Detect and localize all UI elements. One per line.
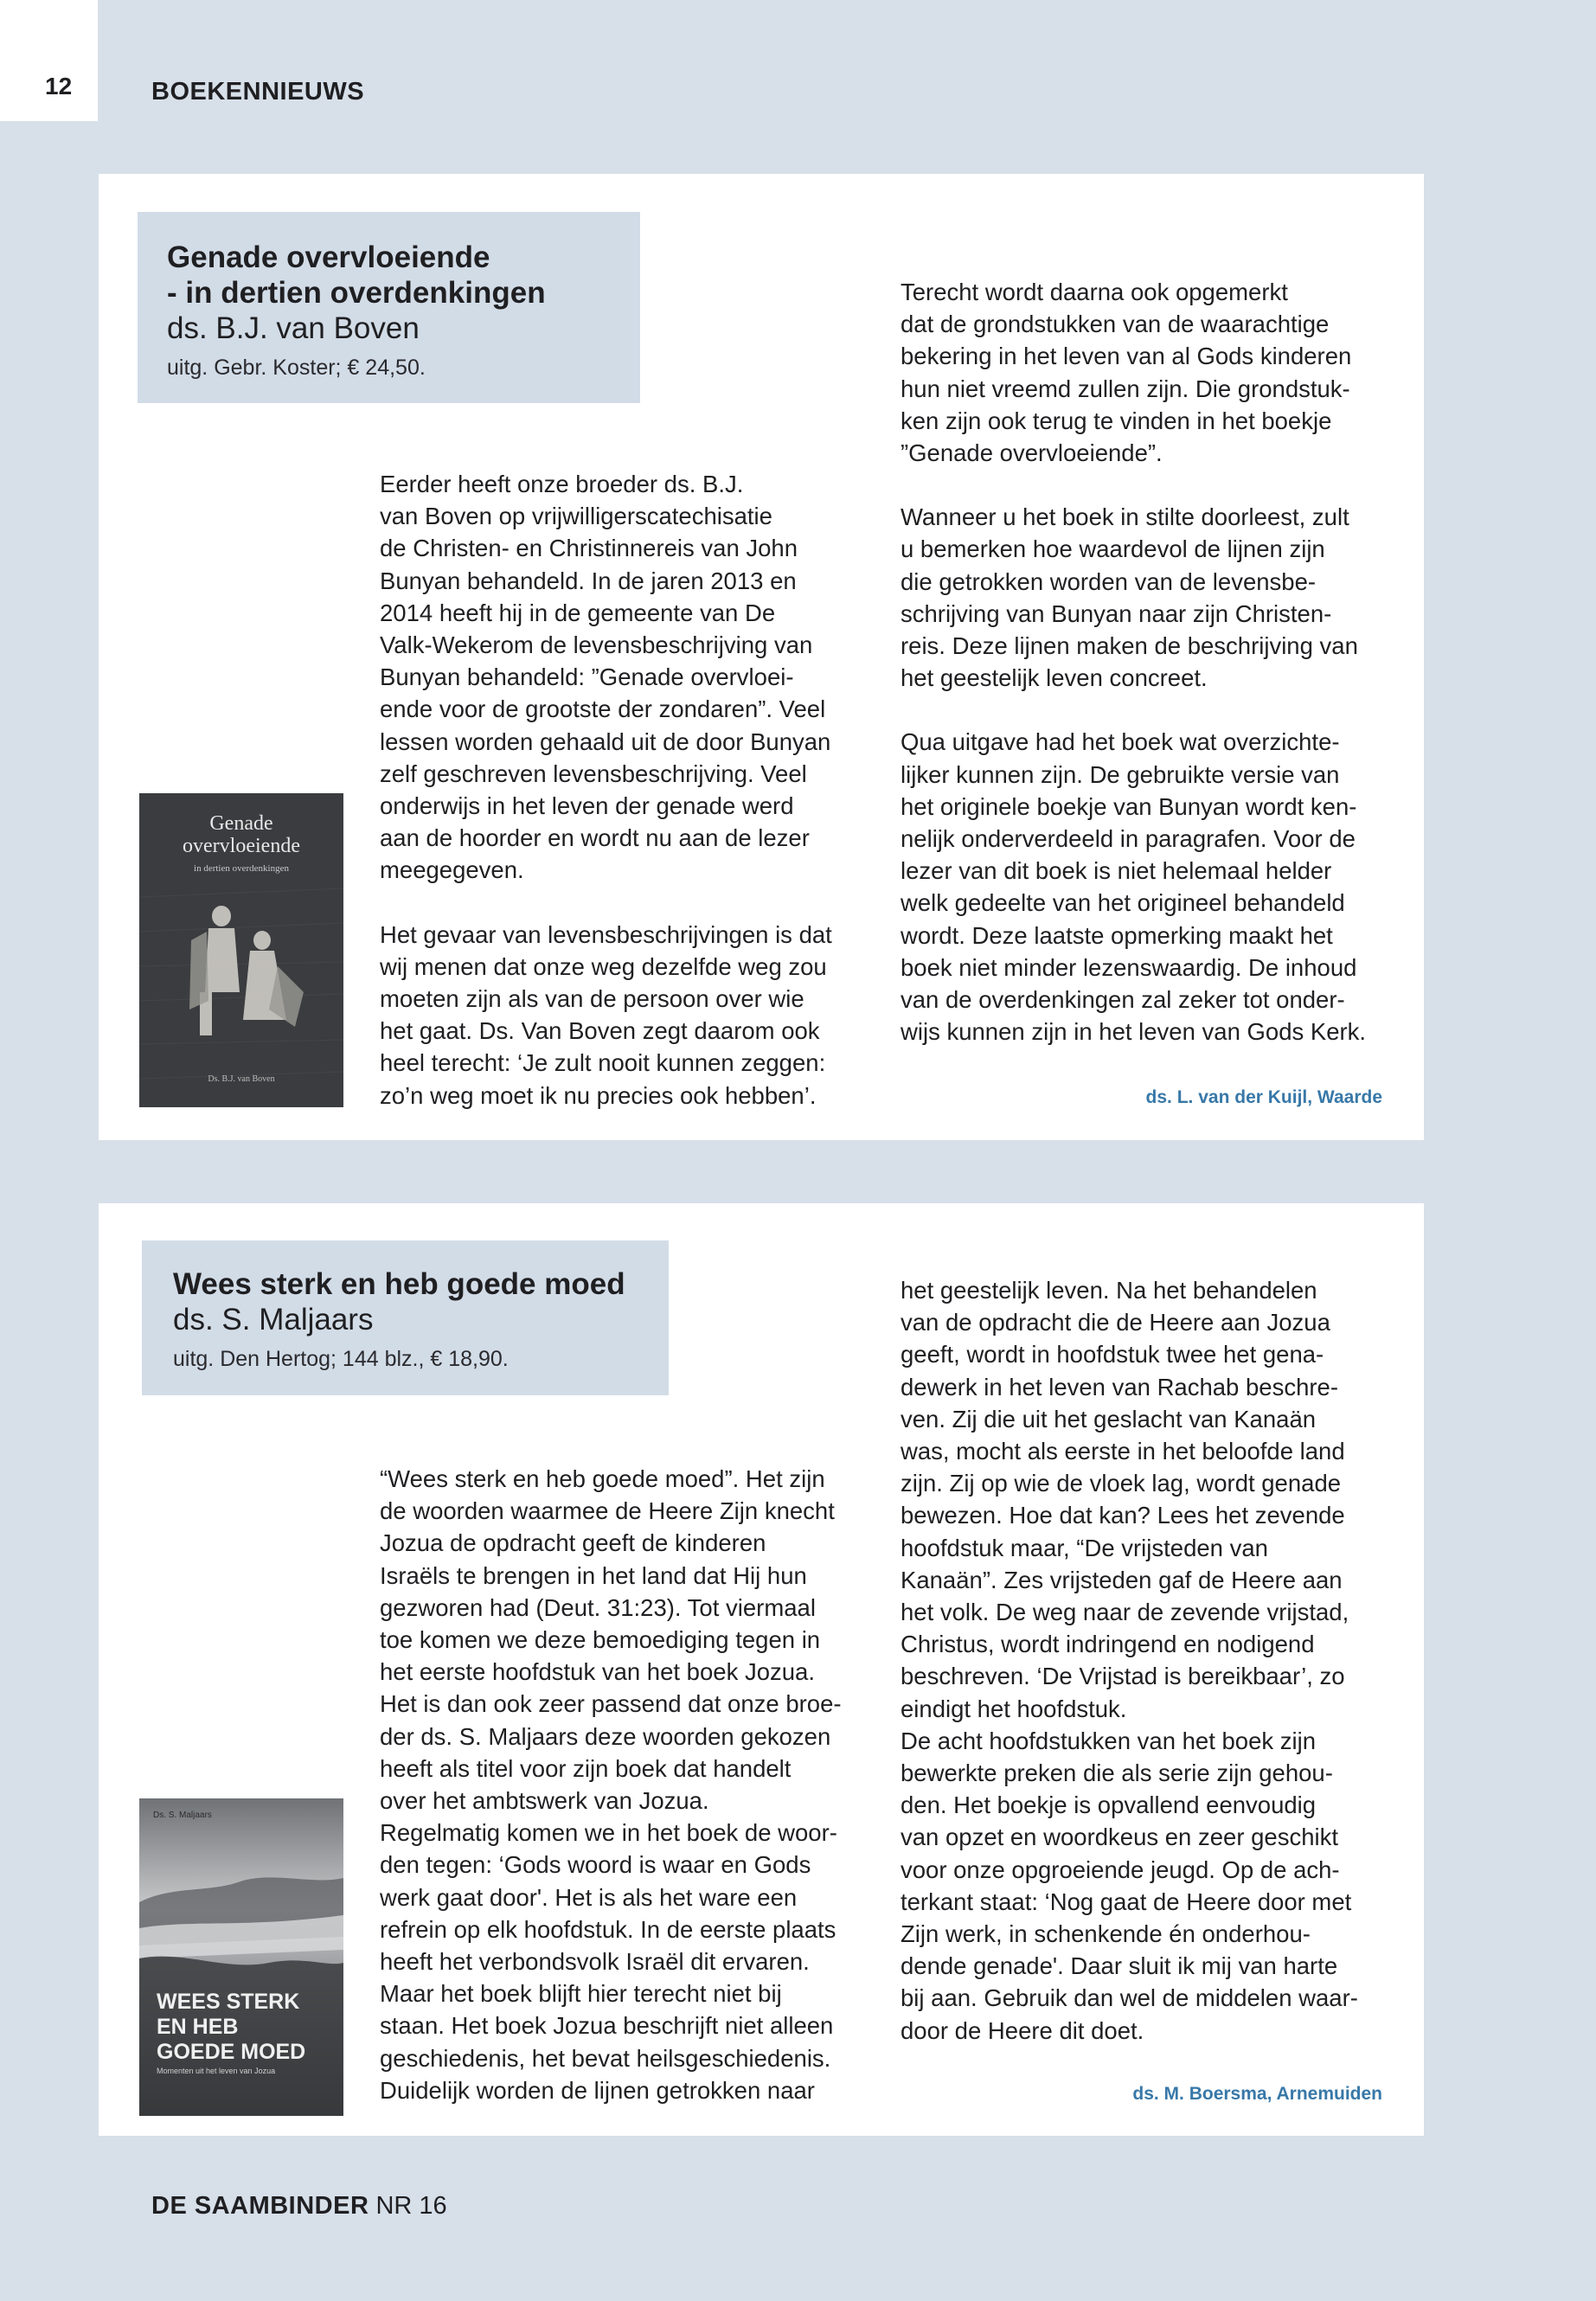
text-line: lijker kunnen zijn. De gebruikte versie van bbox=[901, 760, 1340, 788]
review-panel-2 bbox=[99, 1203, 1424, 2136]
text-line: van Boven op vrijwilligerscatechisatie bbox=[380, 503, 772, 530]
text-line: zelf geschreven levensbeschrijving. Veel bbox=[380, 760, 807, 787]
text-line: den tegen: ‘Gods woord is waar en Gods bbox=[380, 1851, 811, 1879]
text-line: Wanneer u het boek in stilte doorleest, zult bbox=[901, 503, 1349, 531]
text-line: der ds. S. Maljaars deze woorden gekozen bbox=[380, 1722, 831, 1750]
text-line: zo’n weg moet ik nu precies ook hebben’. bbox=[380, 1081, 817, 1109]
text-line: Bunyan behandeld. In de jaren 2013 en bbox=[380, 567, 797, 594]
text-line: van de overdenkingen zal zeker tot onder- bbox=[901, 986, 1345, 1014]
book-author: ds. B.J. van Boven bbox=[167, 311, 420, 345]
book-title-line: Wees sterk en heb goede moed bbox=[173, 1267, 625, 1301]
text-line: Het gevaar van levensbeschrijvingen is dat bbox=[380, 920, 832, 948]
paragraph bbox=[901, 276, 1411, 469]
text-line: het eerste hoofdstuk van het boek Jozua. bbox=[380, 1658, 815, 1686]
book-publisher: uitg. Gebr. Koster; € 24,50. bbox=[167, 356, 426, 380]
text-line: wij menen dat onze weg dezelfde weg zou bbox=[380, 952, 827, 980]
text-line: Bunyan behandeld: ”Genade overvloei- bbox=[380, 663, 794, 691]
text-line: van de opdracht die de Heere aan Jozua bbox=[901, 1309, 1330, 1336]
text-line: “Wees sterk en heb goede moed”. Het zijn bbox=[380, 1465, 825, 1492]
text-line: door de Heere dit doet. bbox=[901, 2016, 1144, 2044]
book-title bbox=[167, 240, 611, 311]
review-panel-1 bbox=[99, 174, 1424, 1140]
text-line: meegegeven. bbox=[380, 856, 524, 884]
cover-title-line: Genade bbox=[209, 812, 273, 835]
text-line: ende voor de grootste der zondaren”. Veel bbox=[380, 695, 826, 723]
text-line: Terecht wordt daarna ook opgemerkt bbox=[901, 279, 1288, 305]
text-line: dende genade'. Daar sluit ik mij van harte bbox=[901, 1952, 1338, 1980]
text-line: Christus, wordt indringend en nodigend bbox=[901, 1631, 1315, 1658]
review-text-col-b bbox=[901, 1274, 1411, 2047]
paragraph bbox=[901, 501, 1411, 694]
text-line: heeft het verbondsvolk Israël dit ervaren. bbox=[380, 1948, 810, 1976]
cover-subtitle: Momenten uit het leven van Jozua bbox=[157, 2067, 276, 2075]
text-line: boek niet minder lezenswaardig. De inhoud bbox=[901, 953, 1357, 981]
text-line: De acht hoofdstukken van het boek zijn bbox=[901, 1727, 1317, 1754]
text-line: heeft als titel voor zijn boek dat handelt bbox=[380, 1754, 792, 1782]
page-number-box bbox=[0, 0, 98, 121]
text-line: schrijving van Bunyan naar zijn Christen- bbox=[901, 599, 1332, 627]
text-line: Qua uitgave had het boek wat overzichte- bbox=[901, 728, 1340, 756]
text-line: werk gaat door'. Het is als het ware een bbox=[380, 1883, 798, 1911]
cover-title-line: GOEDE MOED bbox=[157, 2040, 306, 2064]
text-line: het volk. De weg naar de zevende vrijstad, bbox=[901, 1599, 1349, 1626]
text-line: hoofdstuk maar, “De vrijsteden van bbox=[901, 1534, 1268, 1561]
text-line: Israëls te brengen in het land dat Hij hun bbox=[380, 1561, 807, 1589]
paragraph bbox=[380, 1463, 864, 2106]
text-line: Zijn werk, in schenkende én onderhou- bbox=[901, 1920, 1311, 1948]
text-line: Valk-Wekerom de levensbeschrijving van bbox=[380, 631, 813, 659]
text-line: ven. Zij die uit het geslacht van Kanaän bbox=[901, 1405, 1317, 1433]
text-line: reis. Deze lijnen maken de beschrijving van bbox=[901, 632, 1358, 660]
text-line: de Christen- en Christinnereis van John bbox=[380, 535, 798, 562]
cover-author: Ds. B.J. van Boven bbox=[208, 1074, 275, 1084]
text-line: de woorden waarmee de Heere Zijn knecht bbox=[380, 1497, 835, 1525]
text-line: wordt. Deze laatste opmerking maakt het bbox=[901, 921, 1333, 949]
cover-author: Ds. S. Maljaars bbox=[153, 1811, 212, 1820]
book-publisher: uitg. Den Hertog; 144 blz., € 18,90. bbox=[173, 1347, 509, 1371]
text-line: over het ambtswerk van Jozua. bbox=[380, 1787, 709, 1815]
text-line: die getrokken worden van de levensbe- bbox=[901, 567, 1317, 595]
text-line: geeft, wordt in hoofdstuk twee het gena- bbox=[901, 1341, 1324, 1368]
cover-title-line: EN HEB bbox=[157, 2015, 239, 2039]
issue-number: NR 16 bbox=[375, 2192, 447, 2220]
text-line: Duidelijk worden de lijnen getrokken naar bbox=[380, 2076, 815, 2104]
book-title-line: - in dertien overdenkingen bbox=[167, 276, 546, 310]
cover-title-line: WEES STERK bbox=[157, 1990, 300, 2014]
text-line: staan. Het boek Jozua beschrijft niet alleen bbox=[380, 2012, 834, 2040]
text-line: Eerder heeft onze broeder ds. B.J. bbox=[380, 471, 744, 497]
book-author: ds. S. Maljaars bbox=[173, 1303, 374, 1336]
text-line: gezworen had (Deut. 31:23). Tot viermaal bbox=[380, 1593, 816, 1621]
paragraph bbox=[380, 919, 864, 1112]
book-title-line: Genade overvloeiende bbox=[167, 240, 490, 274]
text-line: zijn. Zij op wie de vloek lag, wordt genade bbox=[901, 1470, 1342, 1497]
text-line: aan de hoorder en wordt nu aan de lezer bbox=[380, 824, 810, 852]
footer bbox=[151, 2192, 447, 2221]
text-line: dewerk in het leven van Rachab beschre- bbox=[901, 1373, 1338, 1400]
reviewer-signature: ds. L. van der Kuijl, Waarde bbox=[1145, 1087, 1382, 1107]
magazine-name: DE SAAMBINDER bbox=[151, 2192, 369, 2220]
review-text-col-a bbox=[380, 1463, 864, 2106]
text-line: dat de grondstukken van de waarachtige bbox=[901, 311, 1330, 338]
text-line: voor onze opgroeiende jeugd. Op de ach- bbox=[901, 1856, 1340, 1883]
text-line: wijs kunnen zijn in het leven van Gods Kerk. bbox=[901, 1018, 1367, 1046]
text-line: het gaat. Ds. Van Boven zegt daarom ook bbox=[380, 1017, 820, 1045]
text-line: lessen worden gehaald uit de door Bunyan bbox=[380, 727, 831, 755]
review-text-col-a bbox=[380, 468, 864, 1112]
page-number: 12 bbox=[45, 73, 73, 99]
book-title bbox=[173, 1266, 638, 1302]
text-line: van opzet en woordkeus en zeer geschikt bbox=[901, 1823, 1338, 1851]
cover-title-line: overvloeiende bbox=[183, 835, 300, 857]
text-line: was, mocht als eerste in het beloofde land bbox=[901, 1438, 1345, 1465]
text-line: het geestelijk leven concreet. bbox=[901, 664, 1208, 692]
text-line: beschreven. ‘De Vrijstad is bereikbaar’, zo bbox=[901, 1663, 1345, 1690]
text-line: 2014 heeft hij in de gemeente van De bbox=[380, 599, 776, 626]
paragraph bbox=[901, 726, 1411, 1048]
text-line: Kanaän”. Zes vrijsteden gaf de Heere aan bbox=[901, 1566, 1343, 1593]
text-line: Regelmatig komen we in het boek de woor- bbox=[380, 1819, 837, 1847]
text-line: refrein op elk hoofdstuk. In de eerste plaats bbox=[380, 1915, 836, 1943]
text-line: Jozua de opdracht geeft de kinderen bbox=[380, 1529, 766, 1557]
text-line: hun niet vreemd zullen zijn. Die grondstuk- bbox=[901, 375, 1350, 402]
text-line: onderwijs in het leven der genade werd bbox=[380, 792, 794, 820]
text-line: toe komen we deze bemoediging tegen in bbox=[380, 1626, 821, 1654]
text-line: moeten zijn als van de persoon over wie bbox=[380, 985, 804, 1013]
text-line: ken zijn ook terug te vinden in het boekje bbox=[901, 407, 1332, 434]
text-line: bewerkte preken die als serie zijn gehou- bbox=[901, 1759, 1333, 1787]
text-line: het originele boekje van Bunyan wordt ken- bbox=[901, 792, 1357, 820]
text-line: bekering in het leven van al Gods kinderen bbox=[901, 343, 1352, 370]
text-line: terkant staat: ‘Nog gaat de Heere door met bbox=[901, 1888, 1352, 1915]
text-line: eindigt het hoofdstuk. bbox=[901, 1695, 1127, 1722]
text-line: geschiedenis, het bevat heilsgeschiedenis. bbox=[380, 2044, 831, 2072]
text-line: Het is dan ook zeer passend dat onze broe- bbox=[380, 1690, 842, 1718]
book-header-2 bbox=[142, 1240, 669, 1395]
cover-illustration bbox=[139, 793, 343, 1107]
cover-subtitle: in dertien overdenkingen bbox=[194, 863, 289, 874]
text-line: bewezen. Hoe dat kan? Lees het zevende bbox=[901, 1502, 1345, 1529]
text-line: heel terecht: ‘Je zult nooit kunnen zeggen: bbox=[380, 1049, 826, 1077]
text-line: Maar het boek blijft hier terecht niet bij bbox=[380, 1980, 782, 2008]
text-line: welk gedeelte van het origineel behandeld bbox=[901, 889, 1345, 917]
text-line: bij aan. Gebruik dan wel de middelen waar- bbox=[901, 1984, 1358, 2012]
review-text-col-b bbox=[901, 276, 1411, 1048]
text-line: u bemerken hoe waardevol de lijnen zijn bbox=[901, 535, 1325, 563]
text-line: lezer van dit boek is niet helemaal helder bbox=[901, 857, 1332, 885]
text-line: het geestelijk leven. Na het behandelen bbox=[901, 1277, 1317, 1304]
text-line: nelijk onderverdeeld in paragrafen. Voor de bbox=[901, 825, 1356, 853]
reviewer-signature: ds. M. Boersma, Arnemuiden bbox=[1132, 2084, 1382, 2104]
book-cover-2 bbox=[139, 1798, 343, 2116]
section-label: BOEKENNIEUWS bbox=[151, 78, 365, 106]
paragraph bbox=[901, 1274, 1411, 2047]
cover-illustration bbox=[139, 1798, 343, 2116]
text-line: den. Het boekje is opvallend eenvoudig bbox=[901, 1791, 1317, 1819]
paragraph bbox=[380, 468, 864, 887]
book-cover-1 bbox=[139, 793, 343, 1107]
text-line: ”Genade overvloeiende”. bbox=[901, 439, 1163, 467]
book-header-1 bbox=[138, 212, 640, 403]
